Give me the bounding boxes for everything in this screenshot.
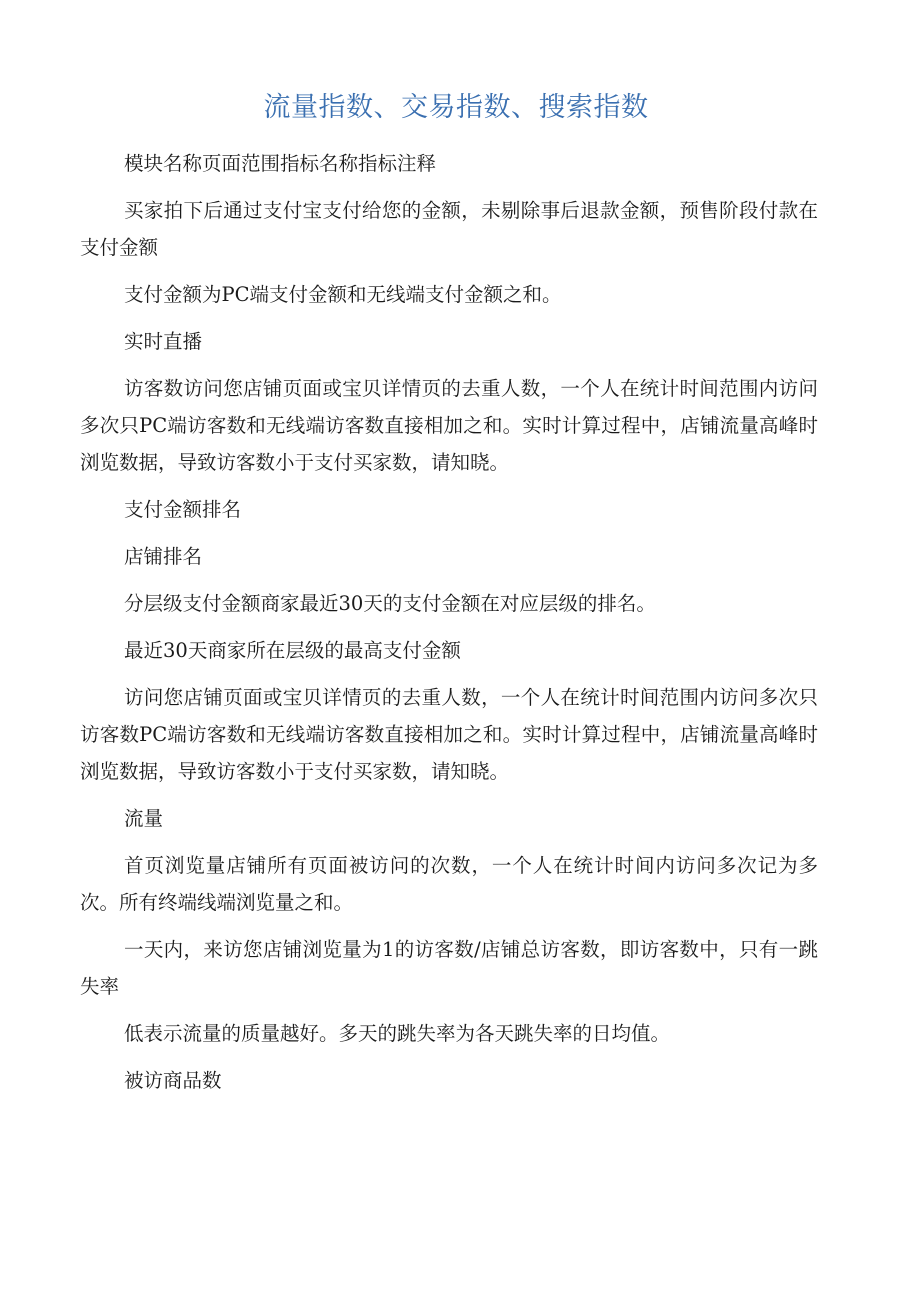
paragraph-payment-rank: 支付金额排名 <box>124 498 242 521</box>
paragraph-visitor-count: 访客数访问您店铺页面或宝贝详情页的去重人数，一个人在统计时间范围内访问多次只PC端访客数和无线端访客数直接相加之和。实时计算过程中，店铺流量高峰时浏览数据，导致访客数小于支付买家数，请知晓。 <box>80 377 818 474</box>
paragraph-tier-rank: 分层级支付金额商家最近30天的支付金额在对应层级的排名。 <box>124 592 656 615</box>
paragraph-payment-amount-definition: 买家拍下后通过支付宝支付给您的金额，未剔除事后退款金额，预售阶段付款在支付金额 <box>80 199 818 259</box>
paragraph-bounce-rate: 一天内，来访您店铺浏览量为1的访客数/店铺总访客数，即访客数中，只有一跳失率 <box>80 938 818 998</box>
document-body <box>80 145 818 1109</box>
paragraph-payment-amount-sum: 支付金额为PC端支付金额和无线端支付金额之和。 <box>124 283 562 306</box>
paragraph-visited-products: 被访商品数 <box>124 1069 222 1092</box>
paragraph-page-views: 首页浏览量店铺所有页面被访问的次数，一个人在统计时间内访问多次记为多次。所有终端线端浏览量之和。 <box>80 854 818 914</box>
paragraph-tier-max-amount: 最近30天商家所在层级的最高支付金额 <box>124 639 461 662</box>
document-title: 流量指数、交易指数、搜索指数 <box>263 92 649 123</box>
paragraph-traffic: 流量 <box>124 807 164 830</box>
paragraph-bounce-rate-quality: 低表示流量的质量越好。多天的跳失率为各天跳失率的日均值。 <box>124 1022 671 1045</box>
paragraph-module-header: 模块名称页面范围指标名称指标注释 <box>124 152 437 175</box>
paragraph-store-rank: 店铺排名 <box>124 545 203 568</box>
paragraph-visitor-definition: 访问您店铺页面或宝贝详情页的去重人数，一个人在统计时间范围内访问多次只访客数PC端访客数和无线端访客数直接相加之和。实时计算过程中，店铺流量高峰时浏览数据，导致访客数小于支付买家数，请知晓。 <box>80 686 818 783</box>
paragraph-realtime-live: 实时直播 <box>124 330 203 353</box>
